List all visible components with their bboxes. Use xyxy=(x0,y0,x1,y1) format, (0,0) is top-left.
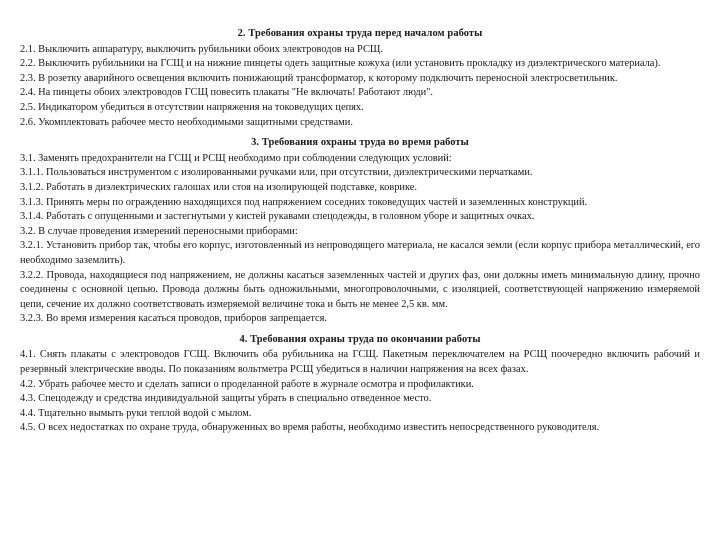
paragraph: 4.5. О всех недостатках по охране труда, обнаруженных во время работы, необходимо известить непосредственного руководителя. xyxy=(20,422,600,434)
section-heading: 3. Требования охраны труда во время работы xyxy=(251,137,469,149)
paragraph: 3.1.2. Работать в диэлектрических галошах или стоя на изолирующей подставке, коврике. xyxy=(20,181,417,193)
section-after-work xyxy=(20,333,700,436)
section-during-work xyxy=(20,136,700,327)
paragraph: 2.5. Индикатором убедиться в отсутствии напряжения на токоведущих цепях. xyxy=(20,101,364,113)
paragraph: 3.2.2. Провода, находящиеся под напряжением, не должны касаться заземленных частей и других фаз, они должны иметь минимальную длину, прочно соединены с основной цепью. Провода должны быть одножильными, многопроволочными, с изоляцией, соответствующей напряжению измеряемой цепи, сечение их должно соответствовать измеряемой величине тока и быть не менее 2,5 кв. мм. xyxy=(20,269,700,310)
paragraph: 4.3. Спецодежду и средства индивидуальной защиты убрать в специально отведенное место. xyxy=(20,393,432,405)
section-heading: 4. Требования охраны труда по окончании работы xyxy=(239,333,481,345)
section-before-work xyxy=(20,27,700,130)
paragraph: 4.2. Убрать рабочее место и сделать записи о проделанной работе в журнале осмотра и профилактики. xyxy=(20,378,474,390)
paragraph: 3.1.1. Пользоваться инструментом с изолированными ручками или, при отсутствии, диэлектрическими перчатками. xyxy=(20,167,533,179)
paragraph: 3.1.4. Работать с опущенными и застегнутыми у кистей рукавами спецодежды, в головном уборе и защитных очках. xyxy=(20,211,535,223)
paragraph: 2.3. В розетку аварийного освещения включить понижающий трансформатор, к которому подключить переносной электросветильник. xyxy=(20,72,618,84)
section-heading: 2. Требования охраны труда перед началом работы xyxy=(237,28,483,39)
paragraph: 3.2.1. Установить прибор так, чтобы его корпус, изготовленный из непроводящего материала, не касался земли (если корпус прибора металлический, его необходимо заземлить). xyxy=(20,240,700,266)
paragraph: 3.1.3. Принять меры по ограждению находящихся под напряжением соседних токоведущих частей и заземленных конструкций. xyxy=(20,196,588,208)
paragraph: 3.2.3. Во время измерения касаться проводов, приборов запрещается. xyxy=(20,313,328,325)
paragraph: 3.2. В случае проведения измерений переносными приборами: xyxy=(20,225,298,237)
paragraph: 2.4. На пинцеты обоих электроводов ГСЩ повесить плакаты "Не включать! Работают люди". xyxy=(20,87,434,99)
paragraph: 2.2. Выключить рубильники на ГСЩ и на нижние пинцеты одеть защитные кожуха (или установить прокладку из диэлектрического материала). xyxy=(20,58,661,70)
paragraph: 2.1. Выключить аппаратуру, выключить рубильники обоих электроводов на РСЩ. xyxy=(20,43,383,55)
paragraph: 3.1. Заменять предохранители на ГСЩ и РСЩ необходимо при соблюдении следующих условий: xyxy=(20,152,452,164)
paragraph: 2.6. Укомплектовать рабочее место необходимыми защитными средствами. xyxy=(20,116,353,128)
paragraph: 4.4. Тщательно вымыть руки теплой водой с мылом. xyxy=(20,407,252,419)
paragraph: 4.1. Снять плакаты с электроводов ГСЩ. Включить оба рубильника на ГСЩ. Пакетным переключателем на РСЩ поочередно включить рабочий и резервный электрические вводы. По показаниям вольтметра РСЩ убедиться в наличии напряжения на всех фазах. xyxy=(20,349,700,376)
